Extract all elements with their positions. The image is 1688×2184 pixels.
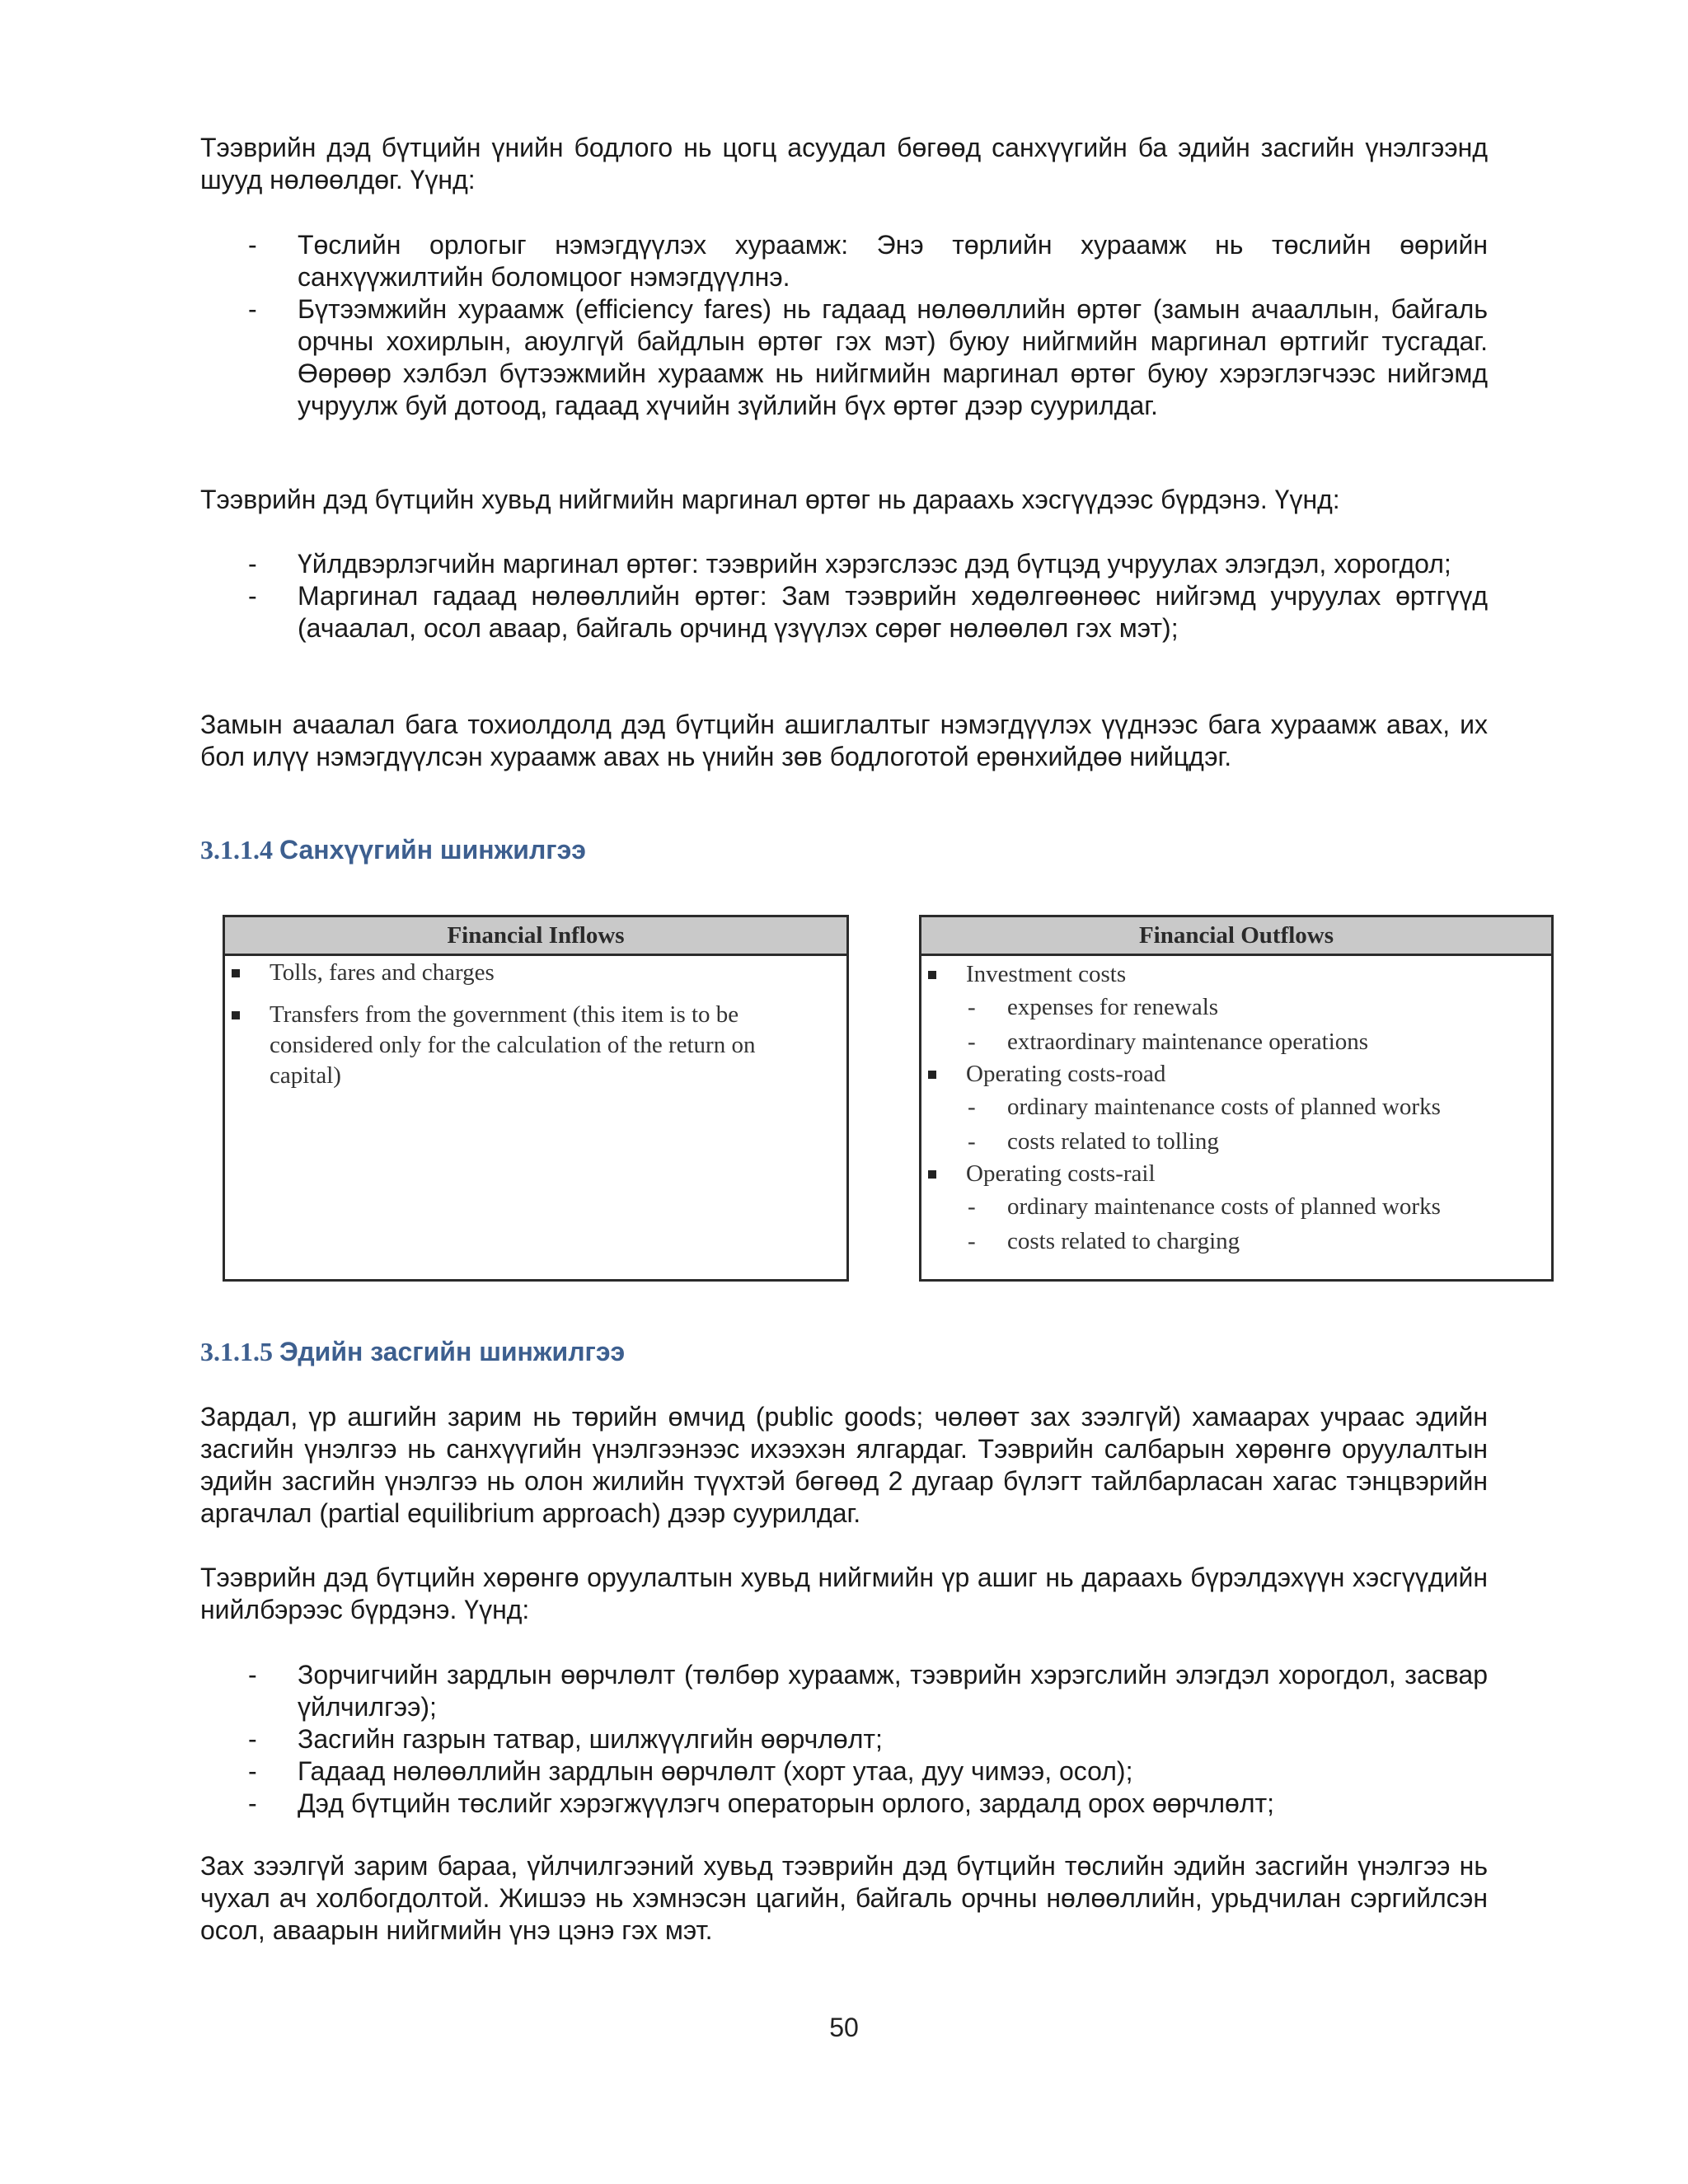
marginal-cost-list — [200, 548, 1488, 644]
paragraph-pricing-policy: Тээврийн дэд бүтцийн үнийн бодлого нь цогц асуудал бөгөөд санхүүгийн ба эдийн засгийн үнэлгээнд шууд нөлөөлдөг. Үүнд: — [200, 133, 1488, 194]
paragraph-non-market-goods: Зах зээлгүй зарим бараа, үйлчилгээний хувьд тээврийн дэд бүтцийн төслийн эдийн засгийн үнэлгээ нь чухал ач холбогдолтой. Жишээ нь хэмнэсэн цагийн, байгаль орчны нөлөөллийн, урьдчилан сэргийлсэн осол, авaарын нийгмийн үнэ цэнэ гэх мэт. — [200, 1851, 1488, 1945]
dash-bullet: - — [968, 1228, 976, 1254]
dash-bullet: - — [248, 549, 257, 579]
section-title: Санхүүгийн шинжилгээ — [279, 835, 586, 865]
outflow-group: Operating costs-road — [921, 1059, 1551, 1090]
section-number: 3.1.1.5 — [200, 1337, 273, 1366]
list-item: - Бүтээмжийн хураамж (efficiency fares) нь гадаад нөлөөллийн өртөг (замын ачааллын, байгаль орчны хохирлын, аюулгүй байдлын өртөг гэх мэт) буюу нийгмийн маргинал өртгийг тусгадаг. Өөрөөр хэлбэл бүтээжмийн хураамж нь нийгмийн маргинал өртөг буюу хэрэглэгчээс нийгэмд учруулж буй дотоод, гадаад хүчийн зүйлийн бүх өртөг дээр суурилдаг. — [248, 294, 1488, 420]
section-title: Эдийн засгийн шинжилгээ — [279, 1337, 626, 1366]
section-heading-economic — [200, 1337, 625, 1367]
social-benefits-list — [200, 1659, 1488, 1820]
dash-bullet: - — [248, 294, 257, 324]
list-item: - Зорчигчийн зардлын өөрчлөлт (төлбөр хураамж, тээврийн хэрэгслийн элэгдэл хорогдол, засвар үйлчилгээ); — [248, 1660, 1488, 1722]
inflow-item: Tolls, fares and charges — [225, 958, 830, 988]
paragraph-marginal-cost: Тээврийн дэд бүтцийн хувьд нийгмийн маргинал өртөг нь дараахь хэсгүүдээс бүрдэнэ. Үүнд: — [200, 485, 1340, 514]
square-bullet-icon — [232, 1011, 240, 1019]
financial-outflows-table — [919, 915, 1554, 1282]
outflows-list — [921, 956, 1551, 1258]
dash-bullet: - — [248, 1724, 257, 1754]
outflow-sublist — [921, 1189, 1551, 1258]
outflow-subitem: - costs related to tolling — [921, 1124, 1551, 1159]
paragraph-congestion: Замын ачаалал бага тохиолдолд дэд бүтцийн ашиглалтыг нэмэгдүүлэх үүднээс бага хураамж авах, их бол илүү нэмэгдүүлсэн хураамж авах нь үнийн зөв бодлоготой ерөнхийдөө нийцдэг. — [200, 710, 1488, 771]
outflow-group: Operating costs-rail — [921, 1159, 1551, 1189]
financial-inflows-header: Financial Inflows — [225, 917, 846, 956]
dash-bullet: - — [968, 1128, 976, 1155]
list-item: - Засгийн газрын татвар, шилжүүлгийн өөрчлөлт; — [248, 1724, 883, 1754]
outflow-group: Investment costs — [921, 959, 1551, 990]
dash-bullet: - — [968, 1193, 976, 1220]
dash-bullet: - — [968, 994, 976, 1020]
fee-types-list — [200, 229, 1488, 422]
square-bullet-icon — [928, 1170, 936, 1179]
section-heading-financial — [200, 835, 586, 865]
square-bullet-icon — [928, 971, 936, 979]
paragraph-social-benefits: Тээврийн дэд бүтцийн хөрөнгө оруулалтын хувьд нийгмийн үр ашиг нь дараахь бүрэлдэхүүн хэсгүүдийн нийлбэрээс бүрдэнэ. Үүнд: — [200, 1563, 1488, 1624]
dash-bullet: - — [968, 1029, 976, 1055]
outflow-sublist — [921, 990, 1551, 1059]
dash-bullet: - — [968, 1094, 976, 1120]
list-item: - Дэд бүтцийн төслийг хэрэгжүүлэгч операторын орлого, зардалд орох өөрчлөлт; — [248, 1788, 1275, 1818]
square-bullet-icon — [232, 969, 240, 977]
outflow-sublist — [921, 1090, 1551, 1159]
square-bullet-icon — [928, 1071, 936, 1079]
dash-bullet: - — [248, 230, 257, 260]
dash-bullet: - — [248, 1660, 257, 1690]
list-item: - Маргинал гадаад нөлөөллийн өртөг: Зам тээврийн хөдөлгөөнөөс нийгэмд учруулах өртгүүд (ачаалал, осол аваар, байгаль орчинд үзүүлэх сөрөг нөлөөлөл гэх мэт); — [248, 581, 1488, 643]
outflow-subitem: - expenses for renewals — [921, 990, 1551, 1024]
paragraph-economic-analysis: Зардал, үр ашгийн зарим нь төрийн өмчид (public goods; чөлөөт зах зээлгүй) хамаарах учраас эдийн засгийн үнэлгээ нь санхүүгийн үнэлгээнээс ихээхэн ялгардаг. Тээврийн салбарын хөрөнгө оруулалтын эдийн засгийн үнэлгээ нь олон жилийн түүхтэй бөгөөд 2 дугаар бүлэгт тайлбарласан хагас тэнцвэрийн аргачлал (partial equilibrium approach) дээр суурилдаг. — [200, 1402, 1488, 1528]
list-item: - Үйлдвэрлэгчийн маргинал өртөг: тээврийн хэрэгслээс дэд бүтцэд учруулах элэгдэл, хорогдол; — [248, 549, 1451, 579]
dash-bullet: - — [248, 1756, 257, 1786]
list-item: - Төслийн орлогыг нэмэгдүүлэх хураамж: Энэ төрлийн хураамж нь төслийн өөрийн санхүүжилтийн боломцоог нэмэгдүүлнэ. — [248, 230, 1488, 292]
inflows-list — [225, 956, 846, 1091]
list-item: - Гадаад нөлөөллийн зардлын өөрчлөлт (хорт утаа, дуу чимээ, осол); — [248, 1756, 1133, 1786]
dash-bullet: - — [248, 581, 257, 611]
outflow-subitem: - costs related to charging — [921, 1224, 1551, 1258]
outflow-subitem: - ordinary maintenance costs of planned works — [921, 1090, 1551, 1124]
dash-bullet: - — [248, 1788, 257, 1818]
section-number: 3.1.1.4 — [200, 835, 273, 865]
financial-inflows-table — [223, 915, 849, 1282]
financial-outflows-header: Financial Outflows — [921, 917, 1551, 956]
inflow-item: Transfers from the government (this item is to be considered only for the calculation of the return on capital) — [225, 1000, 830, 1091]
outflow-subitem: - ordinary maintenance costs of planned works — [921, 1189, 1551, 1224]
page-number: 50 — [829, 2013, 859, 2042]
outflow-subitem: - extraordinary maintenance operations — [921, 1024, 1551, 1059]
